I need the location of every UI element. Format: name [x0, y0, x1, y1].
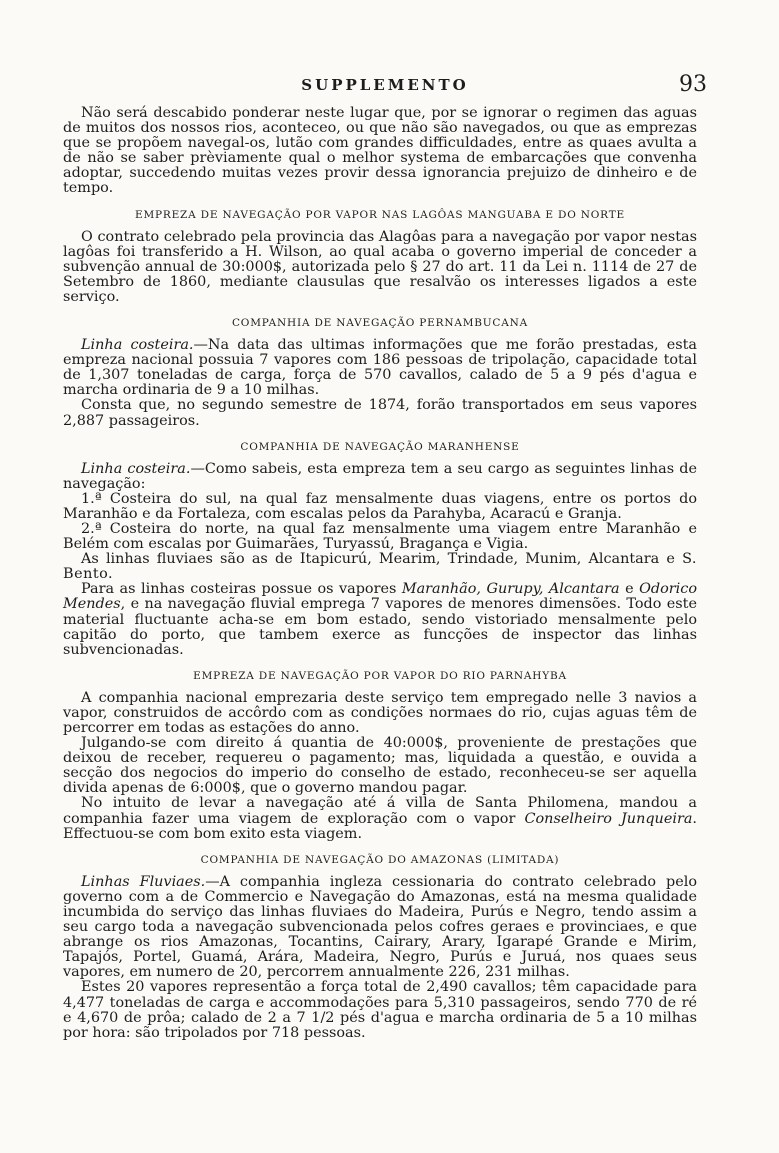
- amazonas-paragraph-1: [63, 875, 697, 981]
- maranhense-paragraph-2: 1.ª Costeira do sul, na qual faz mensalmente duas viagens, entre os portos do Maranhão e da Fortaleza, com escalas pelos da Parahyba, Acaracú e Granja.: [63, 490, 697, 522]
- vapores-text-c: , e na navegação fluvial emprega 7 vapores de menores dimensões. Todo este material fluctuante acha-se em bom estado, sendo vistoriado mensalmente pelo capitão do porto, que tambem exerce as funcções de inspector das linhas subvencionadas.: [63, 596, 697, 658]
- sao-bento-name: S. Bento.: [63, 551, 697, 583]
- page-number: 93: [679, 72, 707, 97]
- maranhense-paragraph-3: 2.ª Costeira do norte, na qual faz mensalmente uma viagem entre Maranhão e Belém com escalas por Guimarães, Turyassú, Bragança e Vigia.: [63, 520, 697, 553]
- running-title: SUPPLEMENTO: [301, 76, 469, 94]
- ship-names: Maranhão, Gurupy, Alcantara: [401, 581, 620, 598]
- parnahyba-text-b: . Effectuou-se com bom exito esta viagem.: [63, 810, 697, 842]
- linha-costeira-label: Linha costeira.: [81, 460, 191, 477]
- maranhense-text-1: —Como sabeis, esta empreza tem a seu cargo as seguintes linhas de navegação:: [63, 460, 697, 492]
- ship-name-odorico: Odorico Mendes: [63, 581, 697, 613]
- pernambucana-paragraph-2: Consta que, no segundo semestre de 1874, forão transportados em seus vapores 2,887 passageiros.: [63, 397, 697, 429]
- section-heading-lagoas: EMPREZA DE NAVEGAÇÃO POR VAPOR NAS LAGÔAS MANGUABA E DO NORTE: [135, 208, 625, 221]
- vapores-text-a: Para as linhas costeiras possue os vapores: [81, 581, 402, 598]
- parnahyba-paragraph-1: A companhia nacional emprezaria deste serviço tem empregado nelle 3 navios a vapor, construidos de accôrdo com as condições normaes do rio, cujas aguas têm de percorrer em todas as estações do anno.: [63, 689, 697, 736]
- amazonas-text-1: —A companhia ingleza cessionaria do contrato celebrado pelo governo com a de Commercio e Navegação do Amazonas, está na mesma qualidade incumbida do serviço das linhas fluviaes do Madeira, Purús e Negro, tendo assim a seu cargo toda a navegação subvencionada pelos cofres geraes e provinciaes, e que abrange os rios Amazonas, Tocantins, Cairary, Arary, Igarapé Grande e Mirim, Tapajós, Portel, Guamá, Arára, Madeira, Negro, Purús e Juruá, nos quaes seus vapores, em numero de 20, percorrem annualmente 226, 231 milhas.: [63, 873, 697, 981]
- linha-costeira-label: Linha costeira.: [81, 337, 194, 354]
- page-header: [63, 72, 707, 98]
- section-heading-amazonas: COMPANHIA DE NAVEGAÇÃO DO AMAZONAS (LIMITADA): [200, 853, 560, 866]
- vapores-text-b: e: [619, 581, 640, 598]
- parnahyba-text-a: No intuito de levar a navegação até á villa de Santa Philomena, mandou a companhia fazer uma viagem de exploração com o vapor: [63, 795, 697, 827]
- ship-name-junqueira: Conselheiro Junqueira: [524, 810, 693, 827]
- section-heading-pernambucana: COMPANHIA DE NAVEGAÇÃO PERNAMBUCANA: [231, 317, 529, 330]
- lagoas-paragraph: O contrato celebrado pela provincia das Alagôas para a navegação por vapor nestas lagôas foi transferido a H. Wilson, ao qual acaba o governo imperial de conceder a subvenção annual de 30:000$, autorizada pelo § 27 do art. 11 da Lei n. 1114 de 27 de Setembro de 1860, mediante clausulas que resalvão os interesses ligados a este serviço.: [63, 228, 697, 305]
- fluvial-lines-text: As linhas fluviaes são as de Itapicurú, Mearim, Trindade, Munim, Alcantara e: [81, 551, 675, 568]
- maranhense-paragraph-4: [63, 552, 697, 582]
- linhas-fluviaes-label: Linhas Fluviaes.: [81, 873, 206, 890]
- pernambucana-text-1: —Na data das ultimas informações que me forão prestadas, esta empreza nacional possuia 7 vapores com 186 pessoas de tripolação, capacidade total de 1,307 toneladas de carga, força de 570 cavallos, calado de 5 a 9 pés d'agua e marcha ordinaria de 9 a 10 milhas.: [63, 337, 697, 399]
- parnahyba-paragraph-3: [63, 796, 697, 841]
- maranhense-paragraph-1: [63, 462, 697, 492]
- section-heading-maranhense: COMPANHIA DE NAVEGAÇÃO MARANHENSE: [240, 440, 520, 453]
- page-body: [63, 106, 697, 1041]
- section-heading-parnahyba: EMPREZA DE NAVEGAÇÃO POR VAPOR DO RIO PARNAHYBA: [193, 669, 567, 682]
- maranhense-paragraph-5: [63, 582, 697, 657]
- amazonas-paragraph-2: Estes 20 vapores representão a força total de 2,490 cavallos; têm capacidade para 4,477 toneladas de carga e accommodações para 5,310 passageiros, sendo 770 de ré e 4,670 de prôa; calado de 2 a 7 1/2 pés d'agua e marcha ordinaria de 5 a 10 milhas por hora: são tripolados por 718 pessoas.: [63, 979, 697, 1041]
- parnahyba-paragraph-2: Julgando-se com direito á quantia de 40:000$, proveniente de prestações que deixou de receber, requereu o pagamento; mas, liquidada a questão, e ouvida a secção dos negocios do imperio do conselho de estado, reconheceu-se ser aquella divida apenas de 6:000$, que o governo mandou pagar.: [63, 735, 697, 797]
- pernambucana-paragraph-1: [63, 338, 697, 398]
- intro-paragraph: Não será descabido ponderar neste lugar que, por se ignorar o regimen das aguas de muitos dos nossos rios, aconteceo, ou que não são navegados, ou que as emprezas que se propõem navegal-os, lutão com grandes difficuldades, entre as quaes avulta a de não se saber prèviamente qual o melhor systema de embarcações que convenha adoptar, succedendo muitas vezes provir dessa ignorancia prejuizo de dinheiro e de tempo.: [63, 105, 697, 197]
